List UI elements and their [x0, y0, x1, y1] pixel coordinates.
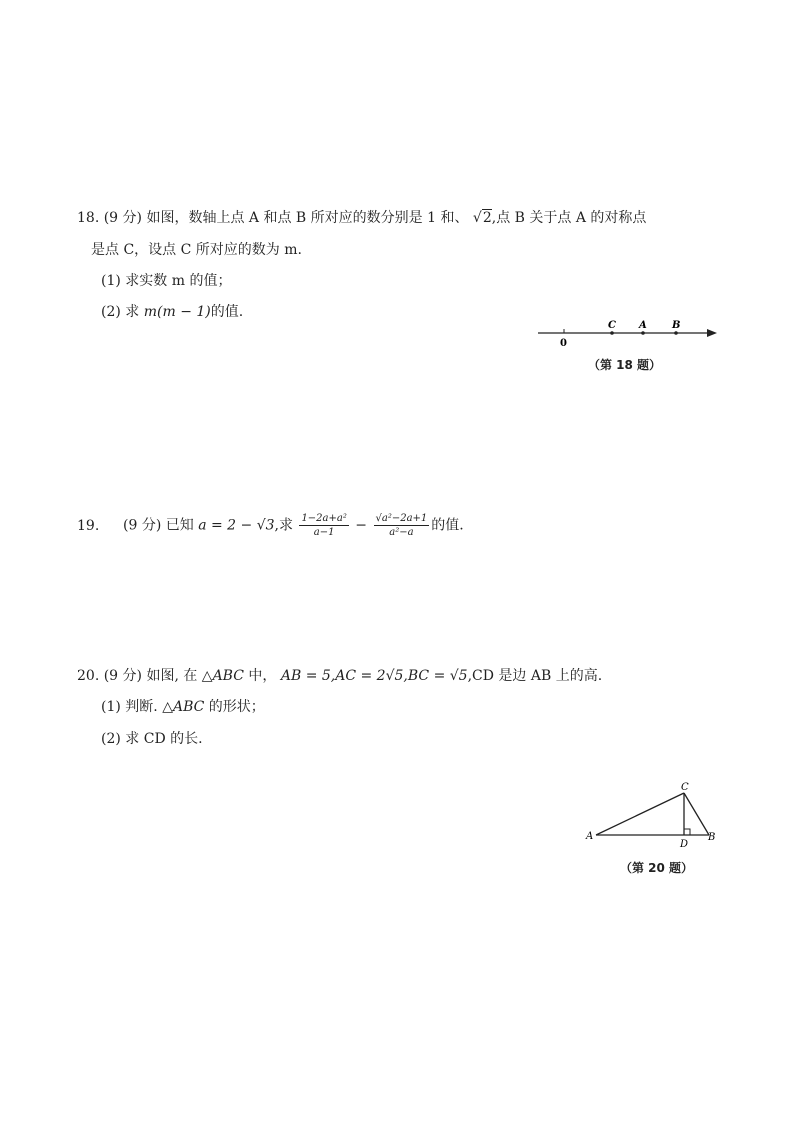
label-c: C	[608, 320, 616, 331]
q20-line1	[77, 666, 602, 686]
label-b: B	[672, 320, 681, 331]
q18-line1-text-a: 18. (9 分) 如图，数轴上点 A 和点 B 所对应的数分别是 1 和、	[77, 210, 469, 226]
q19-tail: 的值.	[431, 517, 464, 534]
q19-lead: (9 分) 已知	[123, 517, 199, 534]
vertex-b-label: B	[708, 832, 716, 843]
vertex-c-label: C	[681, 782, 689, 793]
q20-caption: （第 20 题）	[620, 861, 694, 875]
foot-d-label: D	[680, 839, 689, 850]
point-c	[610, 331, 614, 335]
q20-tail: ,CD 是边 AB 上的高.	[467, 668, 603, 684]
q18-line1	[77, 208, 646, 228]
q20-part1-triangle: △ABC	[162, 699, 205, 715]
q18-sqrt2: √2	[468, 210, 492, 226]
q19-frac2-numerator: √a²−2a+1	[375, 513, 428, 524]
q20-part1-tail: 的形状；	[204, 699, 265, 715]
q18-part2	[101, 302, 243, 322]
q18-part1: (1) 求实数 m 的值；	[101, 273, 232, 289]
label-a: A	[639, 320, 647, 331]
q20-part1-lead: (1) 判断.	[101, 699, 163, 715]
q19-frac2-denominator: a²−a	[389, 527, 414, 538]
q20-part2: (2) 求 CD 的长.	[101, 731, 203, 747]
q18-part2-math: m(m − 1)	[143, 304, 211, 320]
triangle-figure	[583, 780, 723, 850]
side-ac	[596, 793, 684, 835]
right-angle-mark	[684, 829, 690, 835]
q20-triangle: △ABC	[201, 668, 244, 684]
label-zero: 0	[560, 338, 567, 349]
q19-frac1-numerator: 1−2a+a²	[301, 513, 347, 524]
number-line-arrow	[707, 329, 717, 337]
q19-minus: −	[350, 517, 372, 534]
q19-expr-a: a = 2 − √3	[198, 517, 275, 534]
q20-part1	[101, 697, 265, 717]
q18-part2-lead: (2) 求	[101, 304, 144, 320]
q18-caption: （第 18 题）	[588, 358, 662, 372]
point-a	[641, 331, 645, 335]
q18-part2-tail: 的值.	[210, 304, 244, 320]
q18-line1-text-b: ,点 B 关于点 A 的对称点	[491, 210, 647, 226]
number-line-figure	[535, 318, 725, 354]
q19-fraction-2	[374, 512, 430, 539]
q19-number: 19.	[77, 517, 100, 534]
q19-frac1-denominator: a−1	[313, 527, 335, 538]
q19-line	[77, 512, 464, 539]
q19-mid: ,求	[274, 517, 298, 534]
q19-fraction-1	[299, 512, 348, 539]
point-b	[674, 331, 678, 335]
q20-mid: 中，	[243, 668, 281, 684]
q20-lead: 20. (9 分) 如图, 在	[77, 668, 202, 684]
vertex-a-label: A	[586, 831, 594, 842]
q20-given: AB = 5,AC = 2√5,BC = √5	[280, 668, 468, 684]
q18-line2: 是点 C，设点 C 所对应的数为 m.	[91, 242, 302, 258]
